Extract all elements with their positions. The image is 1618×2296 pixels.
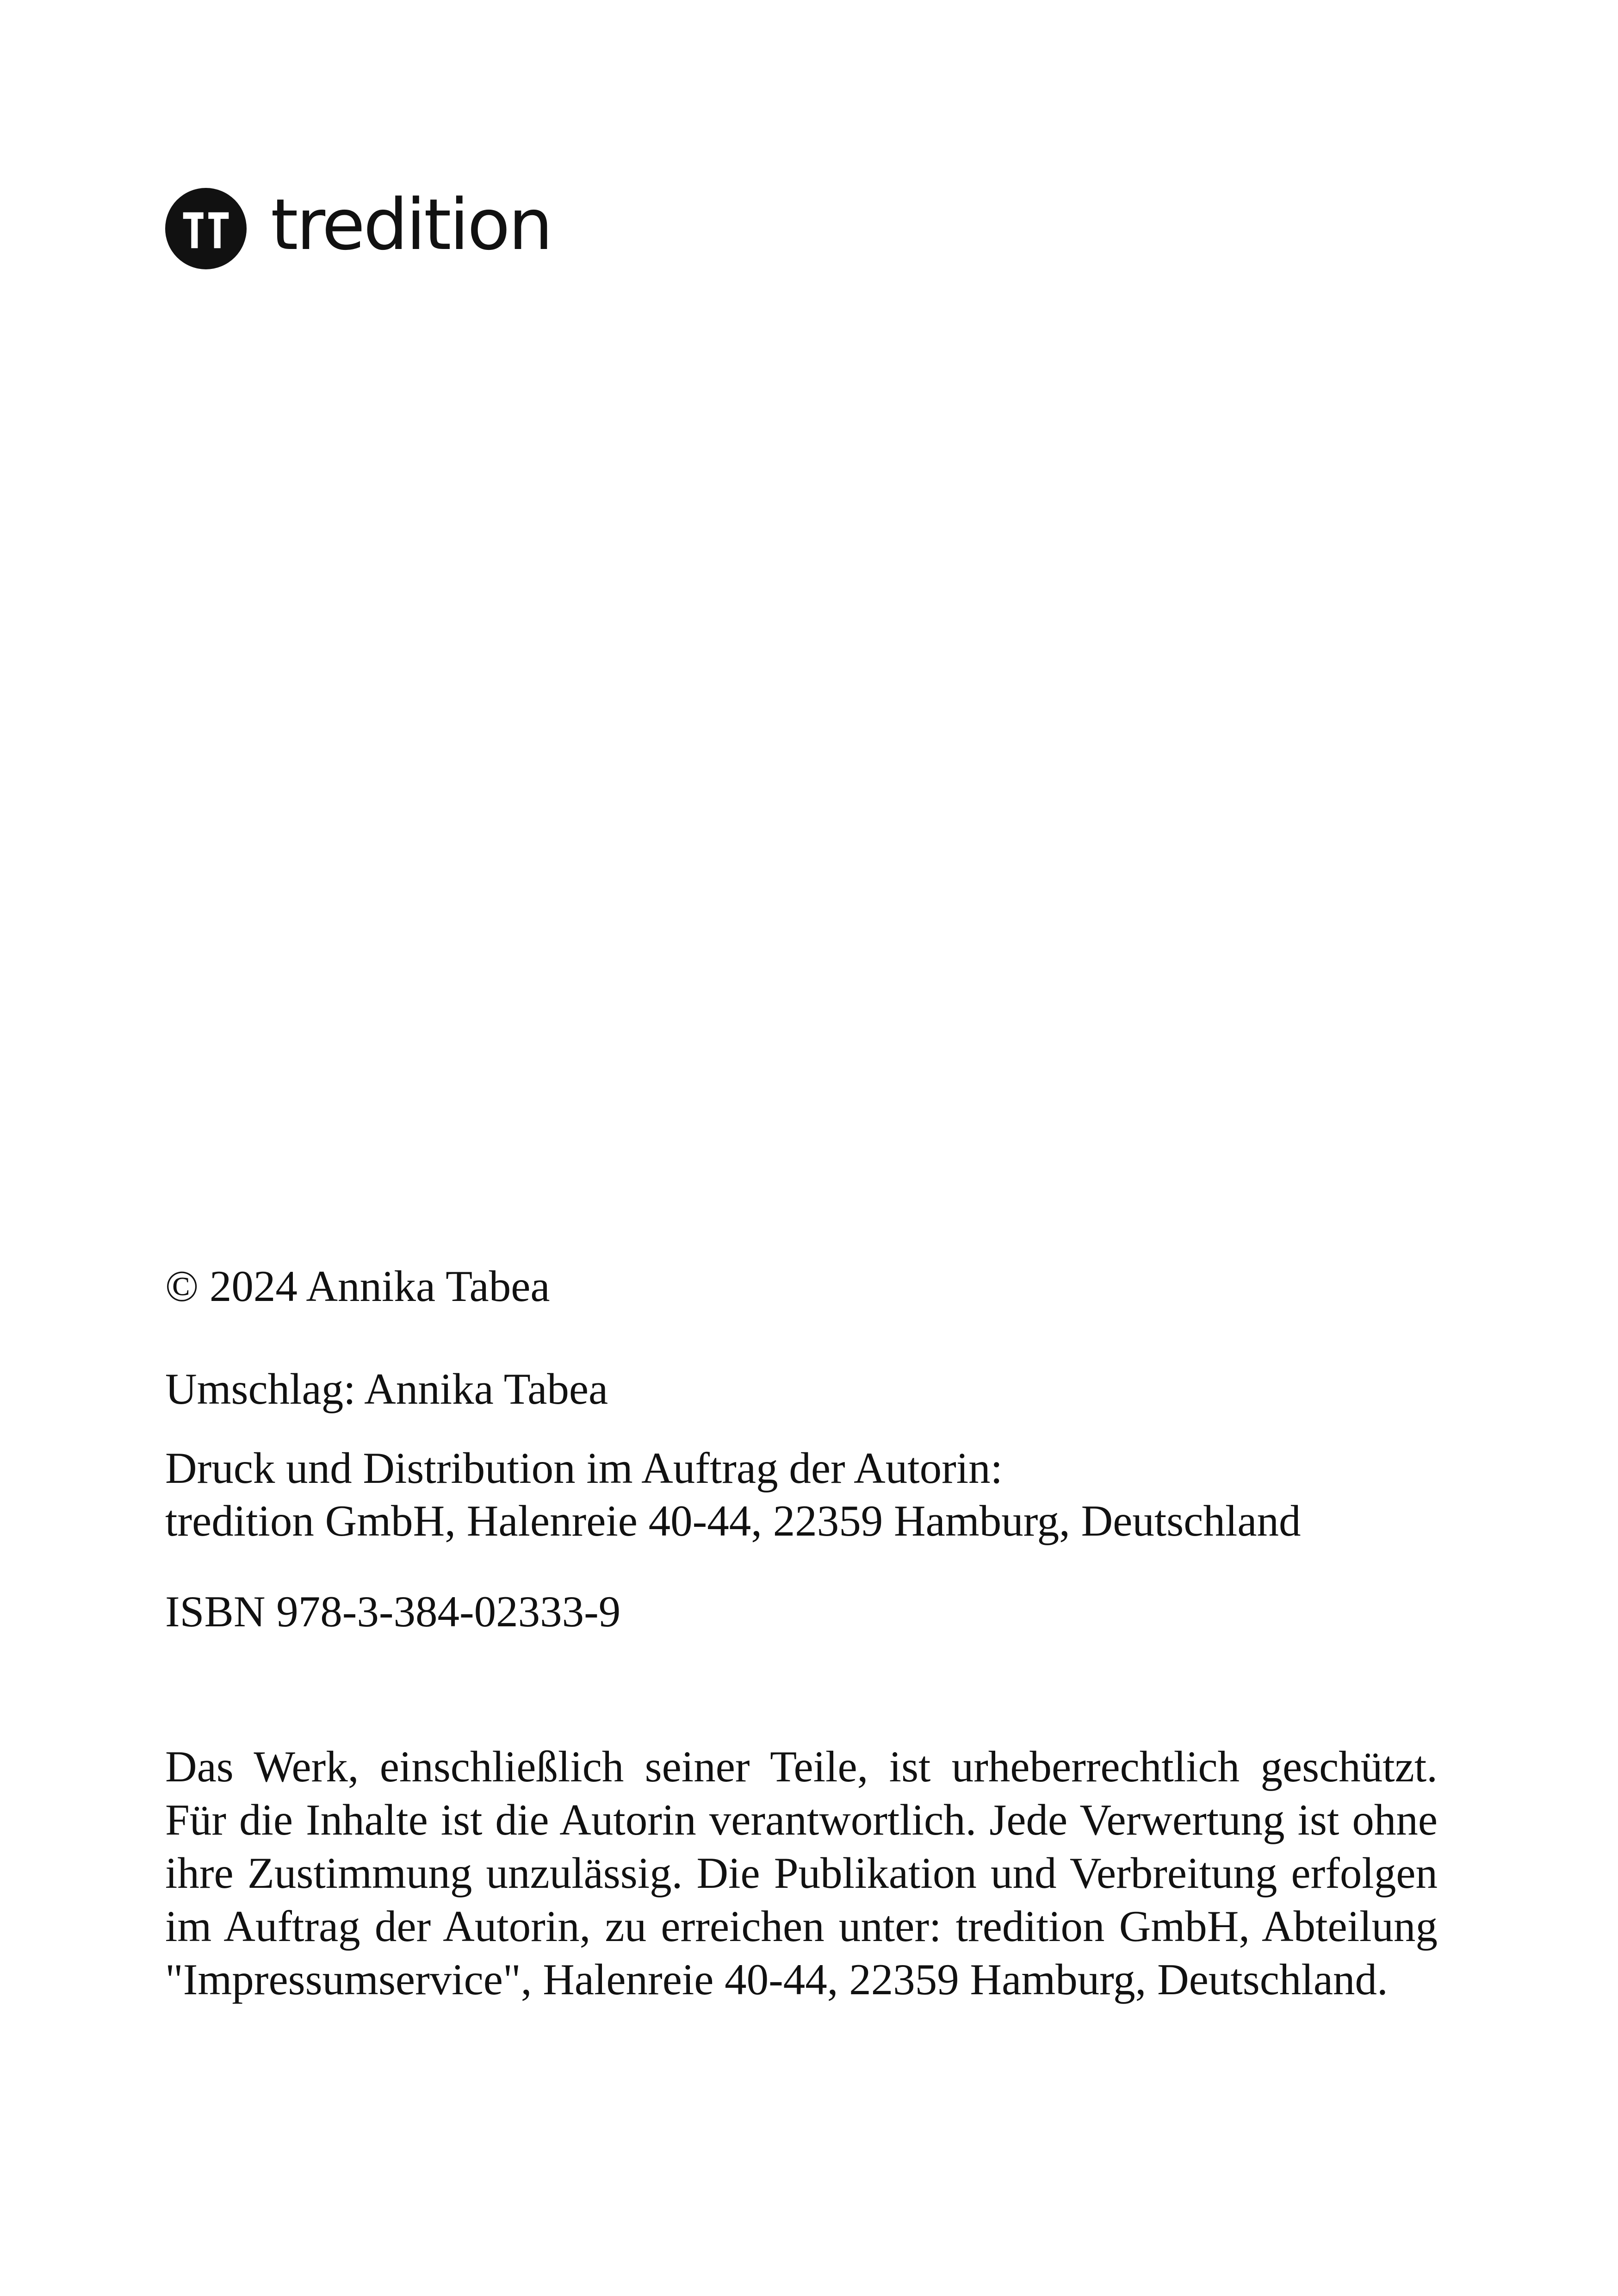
publisher-wordmark: tredition (271, 184, 552, 266)
print-distribution-line: Druck und Distribution im Auftrag der Autorin: (165, 1444, 1003, 1493)
print-distribution (165, 1442, 1438, 1547)
tredition-logo-icon (165, 188, 247, 269)
isbn: ISBN 978-3-384-02333-9 (165, 1587, 621, 1636)
legal-notice: Das Werk, einschließlich seiner Teile, ist urheberrechtlich geschützt. Für die Inhalte ist die Autorin verantwortlich. Jede Verwertung ist ohne ihre Zustimmung unzulässig. Die Publikation und Verbreitung erfolgen im Auftrag der Autorin, zu erreichen unter: tredition GmbH, Abteilung "Impressumservice", Halenreie 40-44, 22359 Hamburg, Deutschland. (165, 1742, 1438, 2004)
publisher-logo (165, 184, 552, 270)
publisher-address-line: tredition GmbH, Halenreie 40-44, 22359 Hamburg, Deutschland (165, 1496, 1301, 1545)
cover-credit: Umschlag: Annika Tabea (165, 1364, 608, 1413)
copyright-line: © 2024 Annika Tabea (165, 1262, 550, 1311)
